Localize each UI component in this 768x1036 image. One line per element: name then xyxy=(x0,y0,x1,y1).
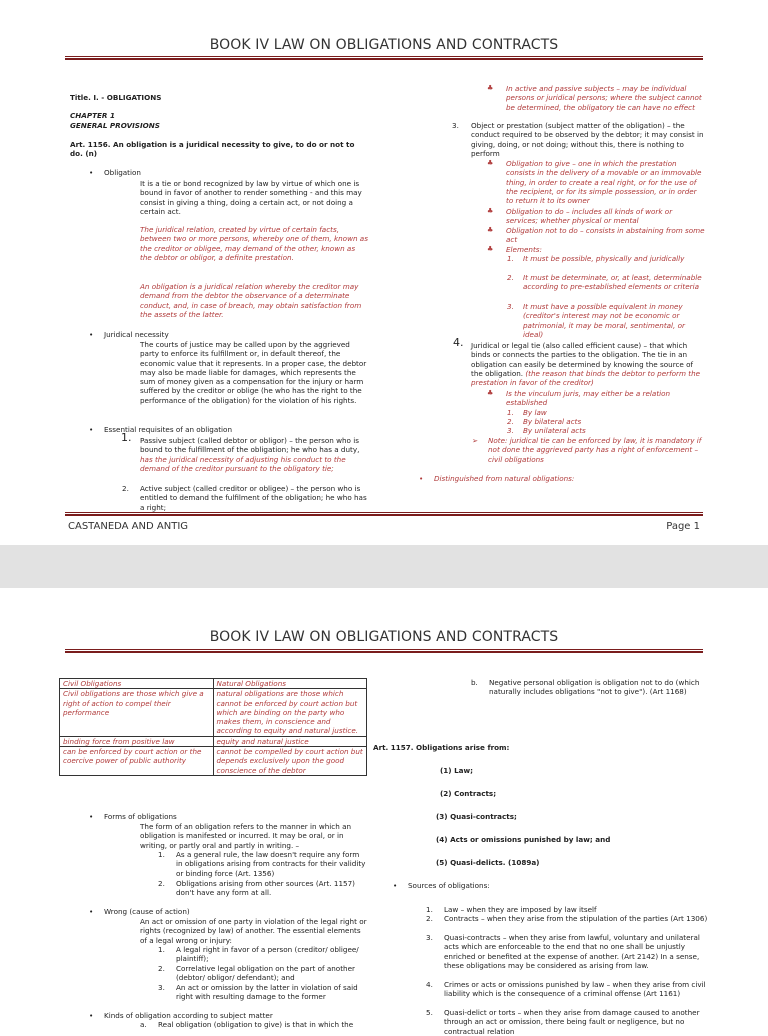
requisites-label: Essential requisites of an obligation xyxy=(104,425,232,434)
bullet-dot: • xyxy=(419,474,424,483)
vinculum-3: By unilateral acts xyxy=(523,426,586,435)
wrong-1-number: 1. xyxy=(158,945,165,954)
negative-obligation-text: Negative personal obligation is obligation not to do (which naturally includes obligations "not to give"). (Art 1168) xyxy=(489,678,700,697)
requisite-1-number: 1. xyxy=(121,431,132,444)
element-1-number: 1. xyxy=(507,254,514,263)
wrong-3: An act or omission by the latter in violation of said right with resulting damage to the former xyxy=(176,983,358,1002)
table-row xyxy=(60,689,367,736)
table-cell: binding force from positive law xyxy=(60,736,214,746)
table-cell: cannot be compelled by court action but depends exclusively upon the good conscience of the debtor xyxy=(213,747,367,776)
juridical-necessity-label: Juridical necessity xyxy=(104,330,169,339)
juridical-necessity-text: The courts of justice may be called upon by the aggrieved party to enforce its fulfillment or, in default thereof, the economic value that it represents. In a proper case, the debtor may also be made liable for damages, which represents the sum of money given as a compensation for the injury or harm suffered by the creditor or oblige (he who has the right to the performance of the obligation) for the violation of his rights. xyxy=(140,340,367,405)
obligation-definition-red-2: An obligation is a juridical relation whereby the creditor may demand from the debtor the observance of a determinate conduct, and, in case of breach, may obtain satisfaction from the assets of the latter. xyxy=(140,282,362,319)
source-2: Contracts – when they arise from the stipulation of the parties (Art 1306) xyxy=(444,914,708,923)
table-row xyxy=(60,747,367,776)
wrong-1: A legal right in favor of a person (creditor/ obligee/ plaintiff); xyxy=(176,945,359,964)
source-3: Quasi-contracts – when they arise from lawful, voluntary and unilateral acts which are enforceable to the end that no one shall be unjustly enriched or benefited at the expense of another. (Art 2142) In a sense, these obligations may be considered as arising from law. xyxy=(444,933,700,970)
forms-label: Forms of obligations xyxy=(104,812,177,821)
requisite-4-red: (the reason that binds the debtor to perform the prestation in favor of the creditor) xyxy=(471,368,701,388)
table-cell: Civil Obligations xyxy=(60,679,214,689)
element-3: It must have a possible equivalent in money (creditor's interest may not be economic or patrimonial, it may be moral, sentimental, or ideal) xyxy=(523,302,685,339)
kinds-a-number: a. xyxy=(140,1020,147,1029)
source-5-number: 5. xyxy=(426,1008,433,1017)
source-3-number: 3. xyxy=(426,933,433,942)
element-3-number: 3. xyxy=(507,302,514,311)
article-1157: Art. 1157. Obligations arise from: xyxy=(373,743,510,752)
requisite-2-number: 2. xyxy=(122,484,129,493)
page-gap xyxy=(0,545,768,588)
requisite-3-number: 3. xyxy=(452,121,459,130)
table-cell: can be enforced by court action or the coercive power of public authority xyxy=(60,747,214,776)
vinculum-2: By bilateral acts xyxy=(523,417,582,426)
requisite-1-text xyxy=(140,436,370,473)
source-law: (1) Law; xyxy=(440,766,474,775)
source-2-number: 2. xyxy=(426,914,433,923)
footer-rule xyxy=(65,512,703,516)
source-quasi-delicts: (5) Quasi-delicts. (1089a) xyxy=(436,858,540,867)
chapter-heading: CHAPTER 1 xyxy=(70,111,115,121)
footer-page-number: Page 1 xyxy=(666,521,700,532)
sources-label: Sources of obligations: xyxy=(408,881,490,890)
table-cell: Natural Obligations xyxy=(213,679,367,689)
wrong-text: An act or omission of one party in violation of the legal right or rights (recognized by law) of another. The essential elements of a legal wrong or injury: xyxy=(140,917,367,945)
header-rule xyxy=(65,56,703,60)
obligation-to-give: Obligation to give – one in which the prestation consists in the delivery of a movable or an immovable thing, in order to create a real right, or for the use of the recipient, or for its simple possession, or in order to return it to its owner xyxy=(506,159,702,206)
header-rule xyxy=(65,649,703,653)
document-page-2 xyxy=(0,588,768,1036)
vinculum-3-number: 3. xyxy=(507,426,514,435)
vinculum-1-number: 1. xyxy=(507,408,514,417)
obligation-text: It is a tie or bond recognized by law by virtue of which one is bound in favor of another to render something - and this may consist in giving a thing, doing a certain act, or not doing a certain act. xyxy=(140,179,362,216)
kinds-label: Kinds of obligation according to subject matter xyxy=(104,1011,273,1020)
source-4: Crimes or acts or omissions punished by law – when they arise from civil liability which is the consequence of a criminal offense (Art 1161) xyxy=(444,980,706,999)
bullet-dot: • xyxy=(89,330,94,339)
forms-1: As a general rule, the law doesn't require any form in obligations arising from contracts for their validity or binding force (Art. 1356) xyxy=(176,850,366,878)
page-header-title: BOOK IV LAW ON OBLIGATIONS AND CONTRACTS xyxy=(209,37,559,53)
club-bullet-icon: ♣ xyxy=(487,389,494,397)
wrong-label: Wrong (cause of action) xyxy=(104,907,190,916)
juridical-tie-note: Note: juridical tie can be enforced by law, it is mandatory if not done the aggrieved party has a right of enforcement – civil obligations xyxy=(488,436,702,464)
kinds-a: Real obligation (obligation to give) is that in which the xyxy=(158,1020,354,1029)
vinculum-2-number: 2. xyxy=(507,417,514,426)
element-2-number: 2. xyxy=(507,273,514,282)
wrong-2: Correlative legal obligation on the part of another (debtor/ obligor/ defendant); and xyxy=(176,964,355,983)
requisite-2-text: Active subject (called creditor or obligee) – the person who is entitled to demand the fulfilment of the obligation; he who has a right; xyxy=(140,484,367,512)
requisite-1-red: has the juridical necessity of adjusting his conduct to the demand of the creditor pursuant to the obligatory tie; xyxy=(140,454,346,473)
table-cell: equity and natural justice xyxy=(213,736,367,746)
obligation-definition-red-1: The juridical relation, created by virtue of certain facts, between two or more persons, whereby one of them, known as the creditor or obligee, may demand of the other, known as the debtor or obligor, a definite prestation. xyxy=(140,225,368,262)
bullet-dot: • xyxy=(393,881,398,890)
source-5: Quasi-delict or torts – when they arise from damage caused to another through an act or omission, there being fault or negligence, but no contractual relation xyxy=(444,1008,700,1036)
vinculum-juris: Is the vinculum juris, may either be a relation established xyxy=(506,389,671,408)
source-acts-omissions: (4) Acts or omissions punished by law; and xyxy=(436,835,611,844)
element-2: It must be determinate, or, at least, determinable according to pre-established elements or criteria xyxy=(523,273,702,292)
title-heading: Title. I. - OBLIGATIONS xyxy=(70,93,162,102)
element-1: It must be possible, physically and juridically xyxy=(523,254,685,263)
club-bullet-icon: ♣ xyxy=(487,84,494,92)
left-column xyxy=(70,93,370,158)
source-1-number: 1. xyxy=(426,905,433,914)
requisite-3-text: Object or prestation (subject matter of the obligation) – the conduct required to be observed by the debtor; it may consist in giving, doing, or not doing; without this, there is nothing to perform xyxy=(471,121,704,158)
chapter-subheading: GENERAL PROVISIONS xyxy=(70,120,160,130)
obligation-label: Obligation xyxy=(104,168,141,177)
wrong-3-number: 3. xyxy=(158,983,165,992)
negative-obligation-number: b. xyxy=(471,678,478,687)
source-contracts: (2) Contracts; xyxy=(440,789,497,798)
distinguished-label: Distinguished from natural obligations: xyxy=(434,474,575,483)
club-bullet-icon: ♣ xyxy=(487,159,494,167)
active-passive-note: In active and passive subjects – may be individual persons or juridical persons; where the subject cannot be determined, the obligatory tie can have no effect xyxy=(506,84,702,112)
arrow-bullet-icon: ➢ xyxy=(472,436,479,445)
page-footer xyxy=(68,521,700,533)
source-quasi-contracts: (3) Quasi-contracts; xyxy=(436,812,517,821)
club-bullet-icon: ♣ xyxy=(487,226,494,234)
table-cell: Civil obligations are those which give a right of action to compel their performance xyxy=(60,689,214,736)
elements-label: Elements: xyxy=(506,245,542,254)
requisite-4-number: 4. xyxy=(453,336,464,349)
requisite-4-text xyxy=(471,341,707,387)
forms-2: Obligations arising from other sources (Art. 1157) don't have any form at all. xyxy=(176,879,355,898)
forms-1-number: 1. xyxy=(158,850,165,859)
source-4-number: 4. xyxy=(426,980,433,989)
requisite-4-plain: Juridical or legal tie (also called efficient cause) – that which binds or connects the parties to the obligation. The tie in an obligation can easily be determined by knowing the source of the obligation. xyxy=(471,341,694,378)
source-1: Law – when they are imposed by law itself xyxy=(444,905,597,914)
table-row xyxy=(60,679,367,689)
table-row xyxy=(60,736,367,746)
vinculum-1: By law xyxy=(523,408,547,417)
page-header-title: BOOK IV LAW ON OBLIGATIONS AND CONTRACTS xyxy=(209,629,559,645)
forms-2-number: 2. xyxy=(158,879,165,888)
bullet-dot: • xyxy=(89,168,94,177)
table-cell: natural obligations are those which cannot be enforced by court action but which are binding on the party who makes them, in conscience and according to equity and natural justice. xyxy=(213,689,367,736)
obligation-to-do: Obligation to do – includes all kinds of work or services; whether physical or mental xyxy=(506,207,673,226)
bullet-dot: • xyxy=(89,812,94,821)
wrong-2-number: 2. xyxy=(158,964,165,973)
bullet-dot: • xyxy=(89,907,94,916)
footer-authors: CASTANEDA AND ANTIG xyxy=(68,521,189,532)
article-1156: Art. 1156. An obligation is a juridical necessity to give, to do or not to do. (n) xyxy=(70,139,355,159)
civil-vs-natural-table xyxy=(59,678,367,776)
club-bullet-icon: ♣ xyxy=(487,207,494,215)
club-bullet-icon: ♣ xyxy=(487,245,494,253)
requisite-1-plain: Passive subject (called debtor or obligor) – the person who is bound to the fulfillment of the obligation; he who has a duty, xyxy=(140,436,360,455)
obligation-not-to-do: Obligation not to do – consists in abstaining from some act xyxy=(506,226,705,245)
forms-text: The form of an obligation refers to the manner in which an obligation is manifested or incurred. It may be oral, or in writing, or partly oral and partly in writing. – xyxy=(140,822,352,850)
bullet-dot: • xyxy=(89,425,94,434)
bullet-dot: • xyxy=(89,1011,94,1020)
